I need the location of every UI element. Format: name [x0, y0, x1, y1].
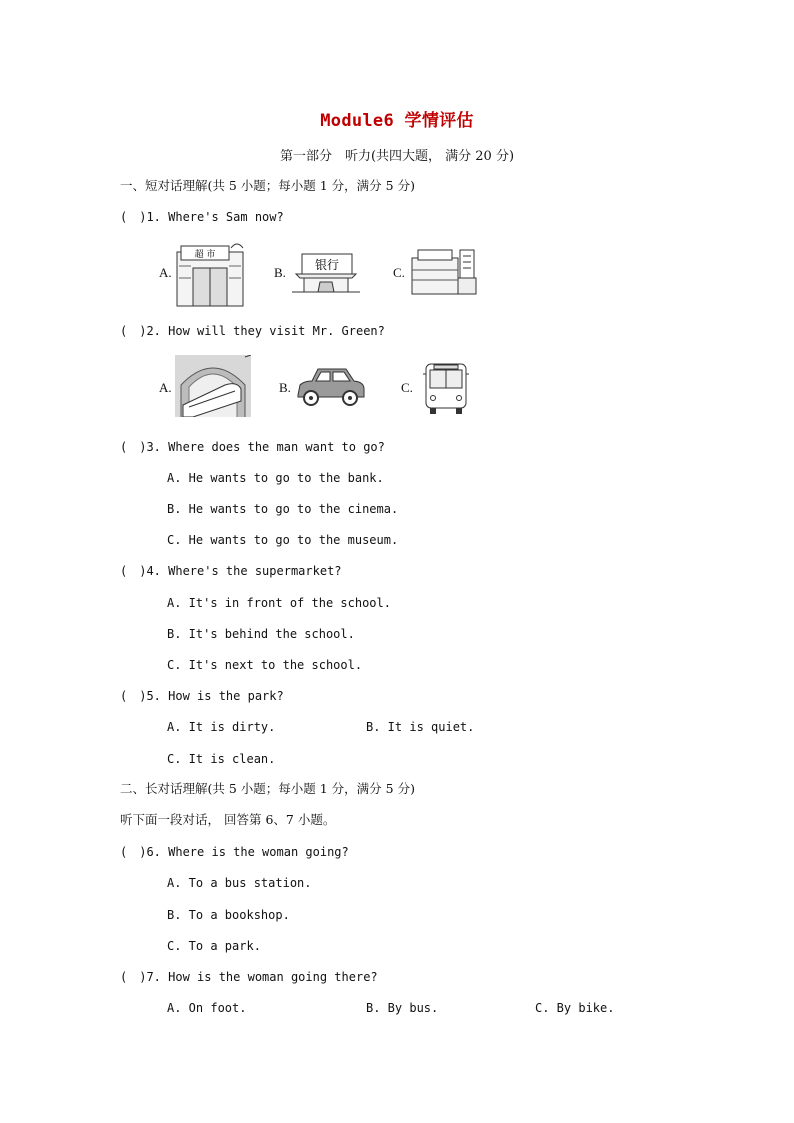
supermarket-icon	[175, 238, 247, 308]
q2-option-a-label: A.	[159, 380, 172, 395]
question-1-stem: ( )1. Where's Sam now?	[120, 210, 284, 224]
q3-option-a: A. He wants to go to the bank.	[167, 471, 384, 485]
q3-option-c: C. He wants to go to the museum.	[167, 533, 399, 547]
q7-option-b: B. By bus.	[366, 1001, 439, 1015]
q3-option-b: B. He wants to go to the cinema.	[167, 502, 399, 516]
q2-option-c-label: C.	[401, 380, 413, 395]
subway-train-icon	[175, 355, 251, 417]
question-7-stem: ( )7. How is the woman going there?	[120, 970, 378, 984]
section-2-intro: 听下面一段对话， 回答第 6、7 小题。	[120, 812, 336, 827]
question-3-stem: ( )3. Where does the man want to go?	[120, 440, 385, 454]
bus-icon	[422, 360, 470, 416]
q1-option-b-label: B.	[274, 265, 286, 280]
store-building-icon	[408, 246, 478, 298]
car-icon	[294, 365, 368, 409]
q5-option-b: B. It is quiet.	[366, 720, 475, 734]
part-heading: 第一部分 听力(共四大题， 满分 20 分)	[279, 149, 515, 164]
section-1-heading: 一、短对话理解(共 5 小题；每小题 1 分，满分 5 分)	[120, 178, 415, 193]
question-4-stem: ( )4. Where's the supermarket?	[120, 564, 342, 578]
q6-option-a: A. To a bus station.	[167, 876, 312, 890]
question-2-stem: ( )2. How will they visit Mr. Green?	[120, 324, 385, 338]
q1-option-c-label: C.	[393, 265, 405, 280]
question-5-stem: ( )5. How is the park?	[120, 689, 284, 703]
section-2-heading: 二、长对话理解(共 5 小题；每小题 1 分，满分 5 分)	[120, 781, 415, 796]
q4-option-a: A. It's in front of the school.	[167, 596, 391, 610]
question-6-stem: ( )6. Where is the woman going?	[120, 845, 349, 859]
q4-option-c: C. It's next to the school.	[167, 658, 363, 672]
q6-option-c: C. To a park.	[167, 939, 261, 953]
bank-sign: 银行	[314, 258, 340, 272]
q4-option-b: B. It's behind the school.	[167, 627, 355, 641]
bank-icon	[290, 248, 362, 296]
q5-option-c: C. It is clean.	[167, 752, 276, 766]
q2-option-b-label: B.	[279, 380, 291, 395]
q6-option-b: B. To a bookshop.	[167, 908, 290, 922]
q7-option-c: C. By bike.	[535, 1001, 615, 1015]
supermarket-sign: 超 市	[194, 250, 216, 260]
q1-option-a-label: A.	[159, 265, 172, 280]
q7-option-a: A. On foot.	[167, 1001, 247, 1015]
page-title: Module6 学情评估	[320, 111, 474, 131]
q5-option-a: A. It is dirty.	[167, 720, 276, 734]
